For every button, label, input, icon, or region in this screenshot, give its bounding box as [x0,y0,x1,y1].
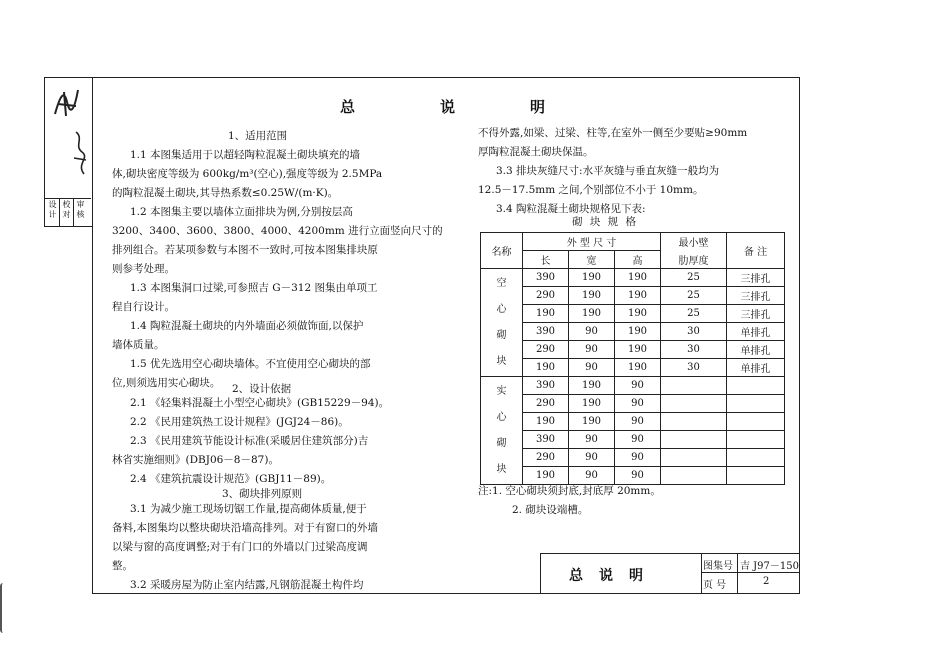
table-cell: 25 [661,305,727,323]
spec-table [480,232,785,485]
table-header: 宽 [569,251,615,269]
table-cell: 190 [569,377,615,395]
table-cell: 190 [523,359,569,377]
table-row [481,449,785,467]
table-cell: 190 [523,413,569,431]
table-caption: 砌 块 规 格 [572,216,639,228]
table-cell [661,431,727,449]
table-cell [727,467,785,485]
divider [737,554,738,594]
strip-divider [73,198,74,226]
table-cell: 190 [615,341,661,359]
page-number: 2 [763,576,770,587]
section-heading: 1、适用范围 [228,130,288,142]
table-row [481,413,785,431]
edge-mark [0,583,8,633]
table-cell: 30 [661,341,727,359]
table-header: 名称 [481,233,523,269]
table-cell: 390 [523,269,569,287]
table-row [481,269,785,287]
paragraph: 2.1 《轻集料混凝土小型空心砌块》(GB15229－94)。 2.2 《民用建筑热工设计规程》(JGJ24－86)。 2.3 《民用建筑节能设计标准(采暖居住建筑部分)吉 林省实施细则》(DBJ06－8－87)。 2.4 《建筑抗震设计规范》(GBJ11－89)。 [112,397,390,485]
table-cell: 90 [569,467,615,485]
table-cell: 25 [661,269,727,287]
table-header: 外 型 尺 寸 [523,233,661,251]
table-row [481,377,785,395]
table-cell: 190 [523,467,569,485]
table-cell: 90 [569,323,615,341]
strip-divider [59,198,60,226]
table-cell: 90 [569,431,615,449]
table-cell: 90 [569,449,615,467]
strip-cell: 审核 [76,200,85,220]
table-cell [727,431,785,449]
divider [701,572,800,573]
table-header: 备 注 [727,233,785,269]
table-cell: 30 [661,323,727,341]
table-cell: 90 [615,395,661,413]
table-header: 最小壁 [661,233,727,251]
strip-cell: 校对 [62,200,71,220]
table-row [481,341,785,359]
table-cell [727,413,785,431]
table-cell: 190 [615,359,661,377]
table-cell [727,395,785,413]
table-cell: 190 [569,395,615,413]
table-cell: 三排孔 [727,287,785,305]
table-cell: 190 [569,305,615,323]
table-cell: 190 [523,305,569,323]
title-block [540,553,800,594]
table-cell: 90 [569,359,615,377]
atlas-number: 吉 J97－150 [740,561,799,572]
paragraph: 不得外露,如梁、过梁、柱等,在室外一侧至少要贴≥90mm 厚陶粒混凝土砌块保温。 3.3 排块灰缝尺寸:水平灰缝与垂直灰缝一般均为 12.5－17.5mm 之间,个别部位不小于 10mm。 3.4 陶粒混凝土砌块规格见下表: [478,127,748,215]
table-header: 肋厚度 [661,251,727,269]
table-cell: 90 [615,413,661,431]
table-cell: 三排孔 [727,305,785,323]
table-cell: 25 [661,287,727,305]
handwritten-signature [72,128,88,178]
paragraph: 3.1 为减少施工现场切锯工作量,提高砌体质量,便于 备料,本图集均以整块砌块沿墙高排列。对于有窗口的外墙 以梁与窗的高度调整;对于有门口的外墙以门过梁高度调 整。 3.2 采暖房屋为防止室内结露,凡钢筋混凝土构件均 [112,503,378,591]
table-cell: 390 [523,377,569,395]
table-notes: 注:1. 空心砌块须封底,封底厚 20mm。 2. 砌块设端槽。 [478,485,661,516]
table-row [481,395,785,413]
table-cell [661,467,727,485]
table-cell: 190 [615,269,661,287]
table-cell [727,449,785,467]
table-cell: 290 [523,341,569,359]
table-cell: 三排孔 [727,269,785,287]
table-row [481,431,785,449]
table-header: 高 [615,251,661,269]
table-cell: 90 [615,449,661,467]
title-block-title: 总说明 [569,568,659,584]
table-cell [661,395,727,413]
table-cell: 单排孔 [727,323,785,341]
strip-divider [45,198,91,199]
table-cell [727,377,785,395]
table-cell: 90 [615,377,661,395]
table-cell: 290 [523,395,569,413]
table-cell: 30 [661,359,727,377]
table-cell: 190 [569,269,615,287]
table-row [481,305,785,323]
table-cell: 190 [615,287,661,305]
table-cell: 90 [615,431,661,449]
paragraph: 1.1 本图集适用于以超轻陶粒混凝土砌块填充的墙 体,砌块密度等级为 600kg/m³(空心),强度等级为 2.5MPa 的陶粒混凝土砌块,其导热系数≤0.25W/(m·K)。 1.2 本图集主要以墙体立面排块为例,分别按层高 3200、3400、3600、3800、4000、4200mm 进行立面竖向尺寸的 排列组合。若某项参数与本图不一致时,可按本图集排块原 则参考处理。 1.3 本图集洞口过梁,可参照吉 G－312 图集由单项工 程自行设计。 1.4 陶粒混凝土砌块的内外墙面必须做饰面,以保护 墙体质量。 1.5 优先选用空心砌块墙体。不宜使用空心砌块的部 位,则须选用实心砌块。 [112,149,443,389]
block-type-cell: 空 心 砌 块 [481,269,523,377]
table-cell: 190 [615,323,661,341]
atlas-label: 图集号 [703,561,733,572]
strip-cell: 设计 [48,200,57,220]
table-cell: 单排孔 [727,359,785,377]
table-cell: 90 [615,467,661,485]
divider [701,554,702,594]
handwritten-signature [52,84,82,119]
table-cell: 190 [569,287,615,305]
table-cell [661,377,727,395]
section-heading: 3、砌块排列原则 [222,488,303,500]
table-cell: 290 [523,449,569,467]
table-cell: 390 [523,323,569,341]
section-heading: 2、设计依据 [232,383,292,395]
table-row [481,359,785,377]
table-cell [661,413,727,431]
table-cell: 390 [523,431,569,449]
table-cell: 190 [569,413,615,431]
table-cell: 单排孔 [727,341,785,359]
table-cell [661,449,727,467]
table-row [481,323,785,341]
table-row [481,287,785,305]
table-cell: 190 [615,305,661,323]
table-cell: 290 [523,287,569,305]
page-label: 页 号 [703,580,727,591]
table-cell: 90 [569,341,615,359]
table-header: 长 [523,251,569,269]
block-type-cell: 实 心 砌 块 [481,377,523,485]
